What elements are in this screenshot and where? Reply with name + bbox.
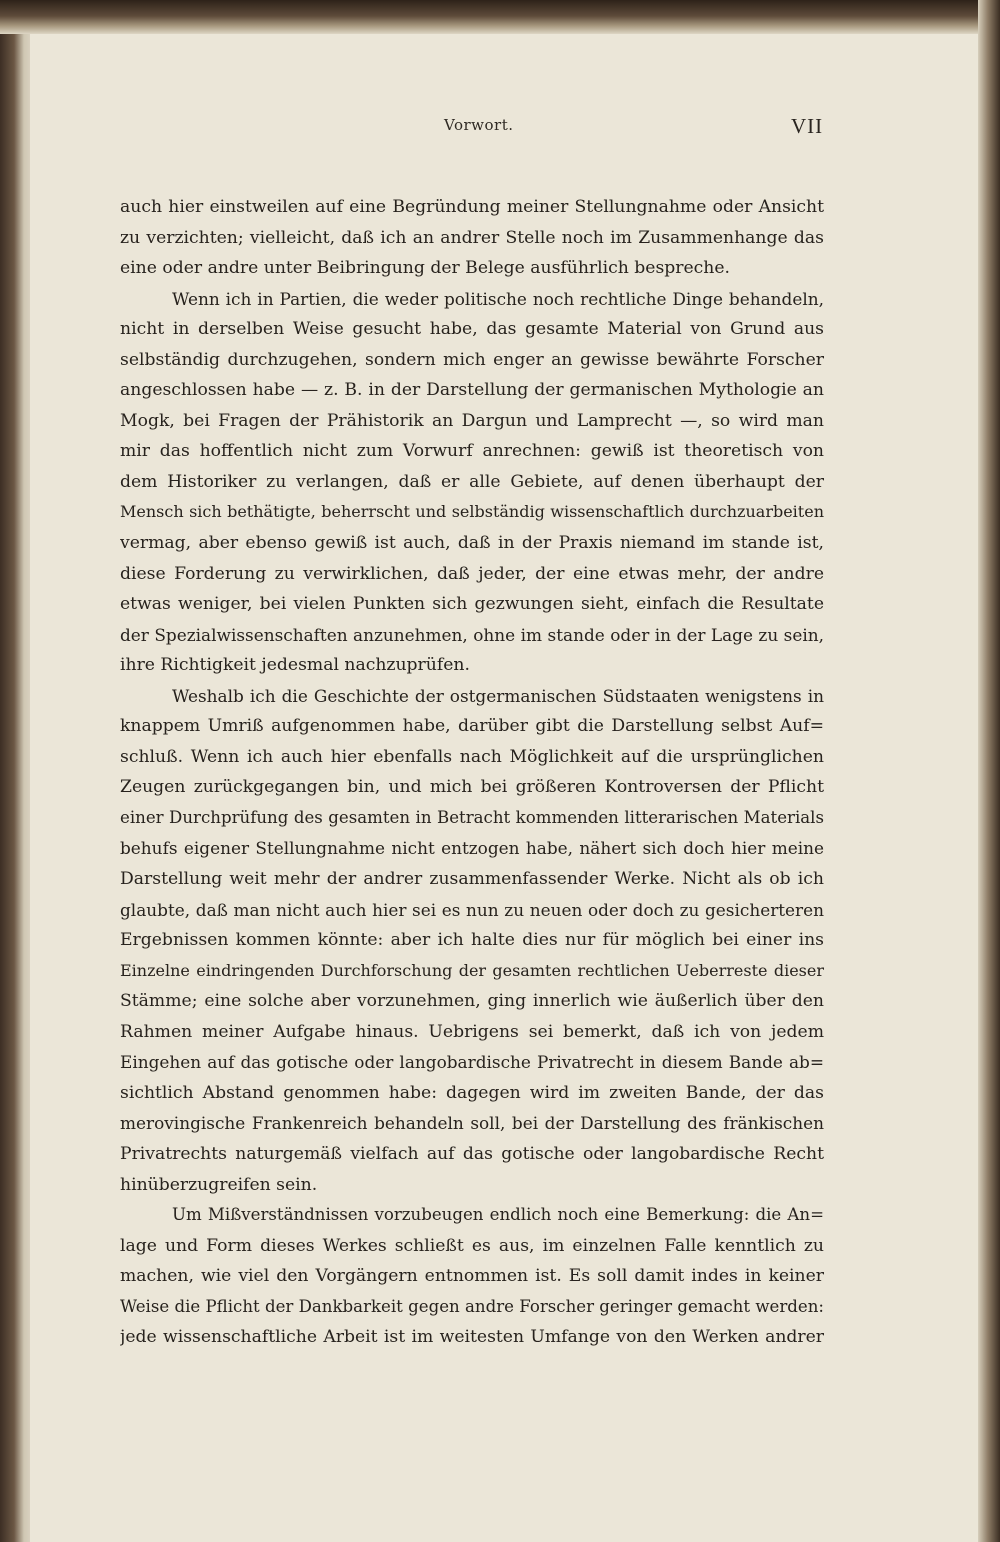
text-line: angeschlossen habe — z. B. in der Darstellung der germanischen Mythologie an	[120, 380, 824, 401]
text-line: glaubte, daß man nicht auch hier sei es nun zu neuen oder doch zu gesicherteren	[120, 899, 824, 920]
text-line: mir das hoffentlich nicht zum Vorwurf anrechnen: gewiß ist theoretisch von	[120, 441, 824, 462]
text-line: der Spezialwissenschaften anzunehmen, ohne im stande oder in der Lage zu sein,	[120, 624, 824, 645]
text-line: behufs eigener Stellungnahme nicht entzogen habe, nähert sich doch hier meine	[120, 838, 824, 859]
text-line: Eingehen auf das gotische oder langobardische Privatrecht in diesem Bande ab=	[120, 1052, 824, 1073]
text-line: Ergebnissen kommen könnte: aber ich halte dies nur für möglich bei einer ins	[120, 930, 824, 951]
text-line: lage und Form dieses Werkes schließt es aus, im einzelnen Falle kenntlich zu	[120, 1235, 824, 1256]
running-head-title: Vorwort.	[444, 116, 514, 134]
text-line: Zeugen zurückgegangen bin, und mich bei größeren Kontroversen der Pflicht	[120, 777, 824, 798]
text-line: merovingische Frankenreich behandeln soll, bei der Darstellung des fränkischen	[120, 1113, 824, 1134]
text-line: diese Forderung zu verwirklichen, daß jeder, der eine etwas mehr, der andre	[120, 563, 824, 584]
book-binding-edge	[978, 0, 1000, 1542]
text-line: jede wissenschaftliche Arbeit ist im weitesten Umfange von den Werken andrer	[120, 1327, 824, 1348]
book-top-edge	[0, 0, 1000, 34]
text-line: einer Durchprüfung des gesamten in Betracht kommenden litterarischen Materials	[120, 807, 824, 827]
text-line: Stämme; eine solche aber vorzunehmen, ging innerlich wie äußerlich über den	[120, 991, 824, 1012]
text-line: Privatrechts naturgemäß vielfach auf das gotische oder langobardische Recht	[120, 1143, 824, 1164]
text-line: Weshalb ich die Geschichte der ostgermanischen Südstaaten wenigstens in	[172, 685, 824, 706]
text-line: etwas weniger, bei vielen Punkten sich gezwungen sieht, einfach die Resultate	[120, 594, 824, 615]
text-line: ihre Richtigkeit jedesmal nachzuprüfen.	[120, 655, 470, 676]
text-line: selbständig durchzugehen, sondern mich enger an gewisse bewährte Forscher	[120, 349, 824, 370]
text-line: Rahmen meiner Aufgabe hinaus. Uebrigens sei bemerkt, daß ich von jedem	[120, 1021, 824, 1042]
text-line: auch hier einstweilen auf eine Begründung meiner Stellungnahme oder Ansicht	[120, 197, 824, 217]
text-line: dem Historiker zu verlangen, daß er alle Gebiete, auf denen überhaupt der	[120, 471, 824, 492]
text-line: zu verzichten; vielleicht, daß ich an andrer Stelle noch im Zusammenhange das	[120, 227, 824, 248]
text-line: sichtlich Abstand genommen habe: dagegen wird im zweiten Bande, der das	[120, 1082, 824, 1103]
text-line: Weise die Pflicht der Dankbarkeit gegen andre Forscher geringer gemacht werden:	[120, 1296, 824, 1316]
text-line: nicht in derselben Weise gesucht habe, das gesamte Material von Grund aus	[120, 319, 824, 340]
text-line: schluß. Wenn ich auch hier ebenfalls nach Möglichkeit auf die ursprünglichen	[120, 746, 824, 767]
page-number: VII	[791, 114, 824, 138]
body-text	[120, 192, 824, 1353]
text-line: Um Mißverständnissen vorzubeugen endlich noch eine Bemerkung: die An=	[172, 1205, 824, 1225]
text-line: Wenn ich in Partien, die weder politische noch rechtliche Dinge behandeln,	[172, 288, 824, 309]
text-line: Mensch sich bethätigte, beherrscht und selbständig wissenschaftlich durchzuarbeiten	[120, 502, 824, 522]
text-line: vermag, aber ebenso gewiß ist auch, daß in der Praxis niemand im stande ist,	[120, 533, 824, 554]
text-line: Einzelne eindringenden Durchforschung der gesamten rechtlichen Ueberreste dieser	[120, 960, 824, 980]
text-line: knappem Umriß aufgenommen habe, darüber gibt die Darstellung selbst Auf=	[120, 716, 824, 737]
text-line: Darstellung weit mehr der andrer zusammenfassender Werke. Nicht als ob ich	[120, 869, 824, 890]
running-head	[0, 114, 1000, 144]
text-line: hinüberzugreifen sein.	[120, 1174, 318, 1195]
text-line: eine oder andre unter Beibringung der Belege ausführlich bespreche.	[120, 258, 731, 279]
text-line: Mogk, bei Fragen der Prähistorik an Dargun und Lamprecht —, so wird man	[120, 410, 824, 431]
text-line: machen, wie viel den Vorgängern entnommen ist. Es soll damit indes in keiner	[120, 1266, 824, 1287]
